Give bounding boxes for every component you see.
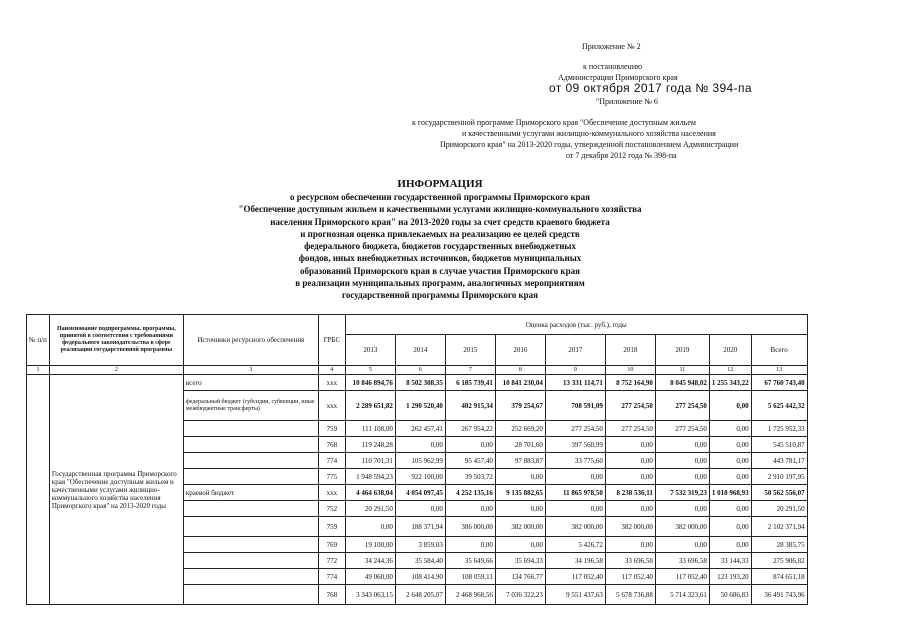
col-header-year: 2013 <box>345 335 395 366</box>
value-cell: 277 254,50 <box>605 421 655 437</box>
value-cell: 8 238 536,11 <box>605 485 655 501</box>
value-cell: 0,00 <box>395 501 445 517</box>
value-cell: 0,00 <box>655 437 709 453</box>
value-cell: 0,00 <box>605 501 655 517</box>
value-cell: 49 060,00 <box>345 569 395 585</box>
value-cell: 2 910 197,95 <box>751 469 807 485</box>
col-header-year: 2014 <box>395 335 445 366</box>
value-cell: 2 102 371,94 <box>751 517 807 537</box>
source-cell: краевой бюджет <box>183 485 318 501</box>
value-cell: 33 696,58 <box>655 553 709 569</box>
value-cell: 36 491 743,96 <box>751 585 807 605</box>
col-header-grbs: ГРБС <box>318 315 345 366</box>
index-cell: 4 <box>318 366 345 375</box>
value-cell: 0,00 <box>545 469 605 485</box>
title-line: и прогнозная оценка привлекаемых на реализацию ее целей средств <box>300 228 580 239</box>
value-cell: 8 045 948,02 <box>655 375 709 391</box>
source-cell <box>183 469 318 485</box>
value-cell: 252 669,20 <box>495 421 545 437</box>
source-cell <box>183 553 318 569</box>
value-cell: 10 841 230,04 <box>495 375 545 391</box>
value-cell: 34 244,36 <box>345 553 395 569</box>
value-cell: 33 144,33 <box>709 553 751 569</box>
value-cell: 379 254,67 <box>495 391 545 421</box>
index-cell: 5 <box>345 366 395 375</box>
appendix-6-label: "Приложение № 6 <box>596 97 658 106</box>
document-title <box>150 178 730 302</box>
value-cell: 0,00 <box>345 517 395 537</box>
table-index-row <box>27 366 808 375</box>
value-cell: 4 252 135,16 <box>445 485 495 501</box>
title-line: "Обеспечение доступным жильем и качественными услугами жилищно-коммунального хозяйства <box>238 204 642 215</box>
value-cell: 5 625 442,32 <box>751 391 807 421</box>
grbs-cell: ххх <box>318 391 345 421</box>
value-cell: 0,00 <box>605 453 655 469</box>
title-line: федерального бюджета, бюджетов государственных внебюджетных <box>304 241 576 252</box>
table-header-row <box>27 315 808 335</box>
title-line: образований Приморского края в случае участия Приморского края <box>300 265 580 276</box>
number-cell <box>27 375 50 605</box>
source-cell <box>183 421 318 437</box>
value-cell: 7 036 322,23 <box>495 585 545 605</box>
value-cell: 262 457,41 <box>395 421 445 437</box>
source-cell <box>183 517 318 537</box>
index-cell: 11 <box>655 366 709 375</box>
value-cell: 9 135 882,65 <box>495 485 545 501</box>
value-cell: 0,00 <box>709 391 751 421</box>
value-cell: 123 193,20 <box>709 569 751 585</box>
value-cell: 0,00 <box>495 469 545 485</box>
index-cell: 12 <box>709 366 751 375</box>
value-cell: 277 254,50 <box>605 391 655 421</box>
grbs-cell: 759 <box>318 421 345 437</box>
value-cell: 0,00 <box>709 501 751 517</box>
value-cell: 3 859,03 <box>395 537 445 553</box>
value-cell: 110 701,31 <box>345 453 395 469</box>
value-cell: 0,00 <box>395 437 445 453</box>
value-cell: 397 560,99 <box>545 437 605 453</box>
value-cell: 97 883,87 <box>495 453 545 469</box>
value-cell: 95 457,40 <box>445 453 495 469</box>
col-header-year: 2018 <box>605 335 655 366</box>
administration-label: Администрации Приморского края <box>558 73 678 82</box>
value-cell: 0,00 <box>709 437 751 453</box>
value-cell: 28 385,75 <box>751 537 807 553</box>
program-ref-line-4: от 7 декабря 2012 года № 398-па <box>566 151 677 160</box>
value-cell: 267 954,22 <box>445 421 495 437</box>
value-cell: 108 414,90 <box>395 569 445 585</box>
source-cell <box>183 537 318 553</box>
col-header-name: Наименование подпрограммы, программы, принятой в соответствии с требованиями федерального законодательства в сфере реализации государственной программы <box>49 315 183 366</box>
index-cell: 10 <box>605 366 655 375</box>
value-cell: 6 185 739,41 <box>445 375 495 391</box>
value-cell: 11 865 978,50 <box>545 485 605 501</box>
value-cell: 28 701,60 <box>495 437 545 453</box>
index-cell: 6 <box>395 366 445 375</box>
value-cell: 386 000,00 <box>445 517 495 537</box>
program-ref-line-1: к государственной программе Приморского края "Обеспечение доступным жильем <box>412 118 696 127</box>
appendix-label: Приложение № 2 <box>582 42 641 51</box>
value-cell: 5 678 736,88 <box>605 585 655 605</box>
value-cell: 0,00 <box>605 437 655 453</box>
value-cell: 277 254,50 <box>545 421 605 437</box>
value-cell: 35 649,66 <box>445 553 495 569</box>
value-cell: 35 584,40 <box>395 553 445 569</box>
grbs-cell: 759 <box>318 517 345 537</box>
value-cell: 117 052,40 <box>545 569 605 585</box>
col-header-total: Всего <box>751 335 807 366</box>
value-cell: 277 254,50 <box>655 421 709 437</box>
grbs-cell: 774 <box>318 569 345 585</box>
program-ref-line-2: и качественными услугами жилищно-коммунального хозяйства населения <box>462 129 716 138</box>
resource-table <box>26 314 808 605</box>
handwritten-date: от 09 октября 2017 года № 394-па <box>549 81 752 95</box>
value-cell: 0,00 <box>655 469 709 485</box>
value-cell: 8 502 308,35 <box>395 375 445 391</box>
value-cell: 4 054 097,45 <box>395 485 445 501</box>
index-cell: 9 <box>545 366 605 375</box>
value-cell: 5 426,72 <box>545 537 605 553</box>
value-cell: 20 291,50 <box>345 501 395 517</box>
value-cell: 134 766,77 <box>495 569 545 585</box>
title-line: государственной программы Приморского края <box>341 290 539 301</box>
value-cell: 35 694,33 <box>495 553 545 569</box>
col-header-year: 2017 <box>545 335 605 366</box>
value-cell: 13 331 114,71 <box>545 375 605 391</box>
value-cell: 33 696,58 <box>605 553 655 569</box>
value-cell: 10 846 894,76 <box>345 375 395 391</box>
grbs-cell: 774 <box>318 453 345 469</box>
col-header-number: № п/п <box>27 315 50 366</box>
value-cell: 0,00 <box>445 501 495 517</box>
source-cell <box>183 569 318 585</box>
col-header-year: 2019 <box>655 335 709 366</box>
value-cell: 0,00 <box>495 501 545 517</box>
value-cell: 50 686,83 <box>709 585 751 605</box>
title-line: фондов, иных внебюджетных источников, бюджетов муниципальных <box>298 253 582 264</box>
value-cell: 1 948 594,23 <box>345 469 395 485</box>
value-cell: 1 255 343,22 <box>709 375 751 391</box>
title-line: о ресурсном обеспечении государственной программы Приморского края <box>289 192 590 202</box>
program-name-cell: Государственная программа Приморского края "Обеспечение доступным жильем и качественными услугами жилищно-коммунального хозяйства населения Приморского края" на 2013-2020 годы <box>49 375 183 605</box>
value-cell: 33 775,60 <box>545 453 605 469</box>
value-cell: 0,00 <box>655 501 709 517</box>
value-cell: 108 059,11 <box>445 569 495 585</box>
value-cell: 382 000,00 <box>495 517 545 537</box>
source-cell <box>183 585 318 605</box>
index-cell: 3 <box>183 366 318 375</box>
col-header-source: Источники ресурсного обеспечения <box>183 315 318 366</box>
source-cell: федеральный бюджет (субсидии, субвенции, иные межбюджетные трансферты) <box>183 391 318 421</box>
table-row <box>27 375 808 391</box>
source-cell: всего <box>183 375 318 391</box>
col-header-year: 2015 <box>445 335 495 366</box>
value-cell: 188 371,94 <box>395 517 445 537</box>
value-cell: 2 289 651,82 <box>345 391 395 421</box>
value-cell: 382 000,00 <box>655 517 709 537</box>
program-ref-line-3: Приморского края" на 2013-2020 годы, утвержденной постановлением Администрации <box>440 140 739 149</box>
value-cell: 50 562 556,07 <box>751 485 807 501</box>
value-cell: 0,00 <box>709 421 751 437</box>
value-cell: 111 108,00 <box>345 421 395 437</box>
value-cell: 0,00 <box>655 537 709 553</box>
value-cell: 9 551 437,63 <box>545 585 605 605</box>
title-line: населения Приморского края" на 2013-2020 годы за счет средств краевого бюджета <box>270 216 610 227</box>
index-cell: 8 <box>495 366 545 375</box>
value-cell: 1 290 520,40 <box>395 391 445 421</box>
value-cell: 1 725 952,33 <box>751 421 807 437</box>
title-main: ИНФОРМАЦИЯ <box>397 178 483 190</box>
value-cell: 39 503,72 <box>445 469 495 485</box>
value-cell: 0,00 <box>709 469 751 485</box>
value-cell: 382 000,00 <box>545 517 605 537</box>
value-cell: 443 781,17 <box>751 453 807 469</box>
value-cell: 402 915,34 <box>445 391 495 421</box>
value-cell: 0,00 <box>445 537 495 553</box>
value-cell: 382 000,00 <box>605 517 655 537</box>
value-cell: 7 532 319,23 <box>655 485 709 501</box>
value-cell: 67 760 743,40 <box>751 375 807 391</box>
grbs-cell: ххх <box>318 375 345 391</box>
index-cell: 2 <box>49 366 183 375</box>
value-cell: 922 100,00 <box>395 469 445 485</box>
value-cell: 545 510,87 <box>751 437 807 453</box>
value-cell: 277 254,50 <box>655 391 709 421</box>
value-cell: 1 018 968,93 <box>709 485 751 501</box>
title-line: в реализации муниципальных программ, аналогичных мероприятиям <box>295 278 585 289</box>
value-cell: 105 962,99 <box>395 453 445 469</box>
value-cell: 0,00 <box>655 453 709 469</box>
value-cell: 708 591,09 <box>545 391 605 421</box>
value-cell: 20 291,50 <box>751 501 807 517</box>
value-cell: 119 248,28 <box>345 437 395 453</box>
value-cell: 117 052,40 <box>655 569 709 585</box>
grbs-cell: 772 <box>318 553 345 569</box>
resolution-label: к постановлению <box>583 62 643 71</box>
grbs-cell: ххх <box>318 485 345 501</box>
value-cell: 0,00 <box>495 537 545 553</box>
grbs-cell: 752 <box>318 501 345 517</box>
value-cell: 874 651,18 <box>751 569 807 585</box>
index-cell: 1 <box>27 366 50 375</box>
value-cell: 0,00 <box>709 453 751 469</box>
value-cell: 3 343 063,15 <box>345 585 395 605</box>
grbs-cell: 769 <box>318 537 345 553</box>
value-cell: 8 752 164,90 <box>605 375 655 391</box>
source-cell <box>183 501 318 517</box>
col-header-year: 2016 <box>495 335 545 366</box>
value-cell: 34 196,58 <box>545 553 605 569</box>
value-cell: 0,00 <box>709 517 751 537</box>
value-cell: 0,00 <box>709 537 751 553</box>
col-header-year: 2020 <box>709 335 751 366</box>
value-cell: 0,00 <box>605 469 655 485</box>
col-header-estimate: Оценка расходов (тыс. руб.), годы <box>345 315 807 335</box>
index-cell: 13 <box>751 366 807 375</box>
grbs-cell: 768 <box>318 437 345 453</box>
value-cell: 0,00 <box>545 501 605 517</box>
value-cell: 19 100,00 <box>345 537 395 553</box>
value-cell: 275 906,82 <box>751 553 807 569</box>
source-cell <box>183 453 318 469</box>
value-cell: 2 468 968,56 <box>445 585 495 605</box>
index-cell: 7 <box>445 366 495 375</box>
grbs-cell: 768 <box>318 585 345 605</box>
value-cell: 0,00 <box>445 437 495 453</box>
value-cell: 117 052,40 <box>605 569 655 585</box>
value-cell: 0,00 <box>605 537 655 553</box>
value-cell: 4 464 638,04 <box>345 485 395 501</box>
source-cell <box>183 437 318 453</box>
value-cell: 5 714 323,61 <box>655 585 709 605</box>
grbs-cell: 775 <box>318 469 345 485</box>
value-cell: 2 648 205,07 <box>395 585 445 605</box>
